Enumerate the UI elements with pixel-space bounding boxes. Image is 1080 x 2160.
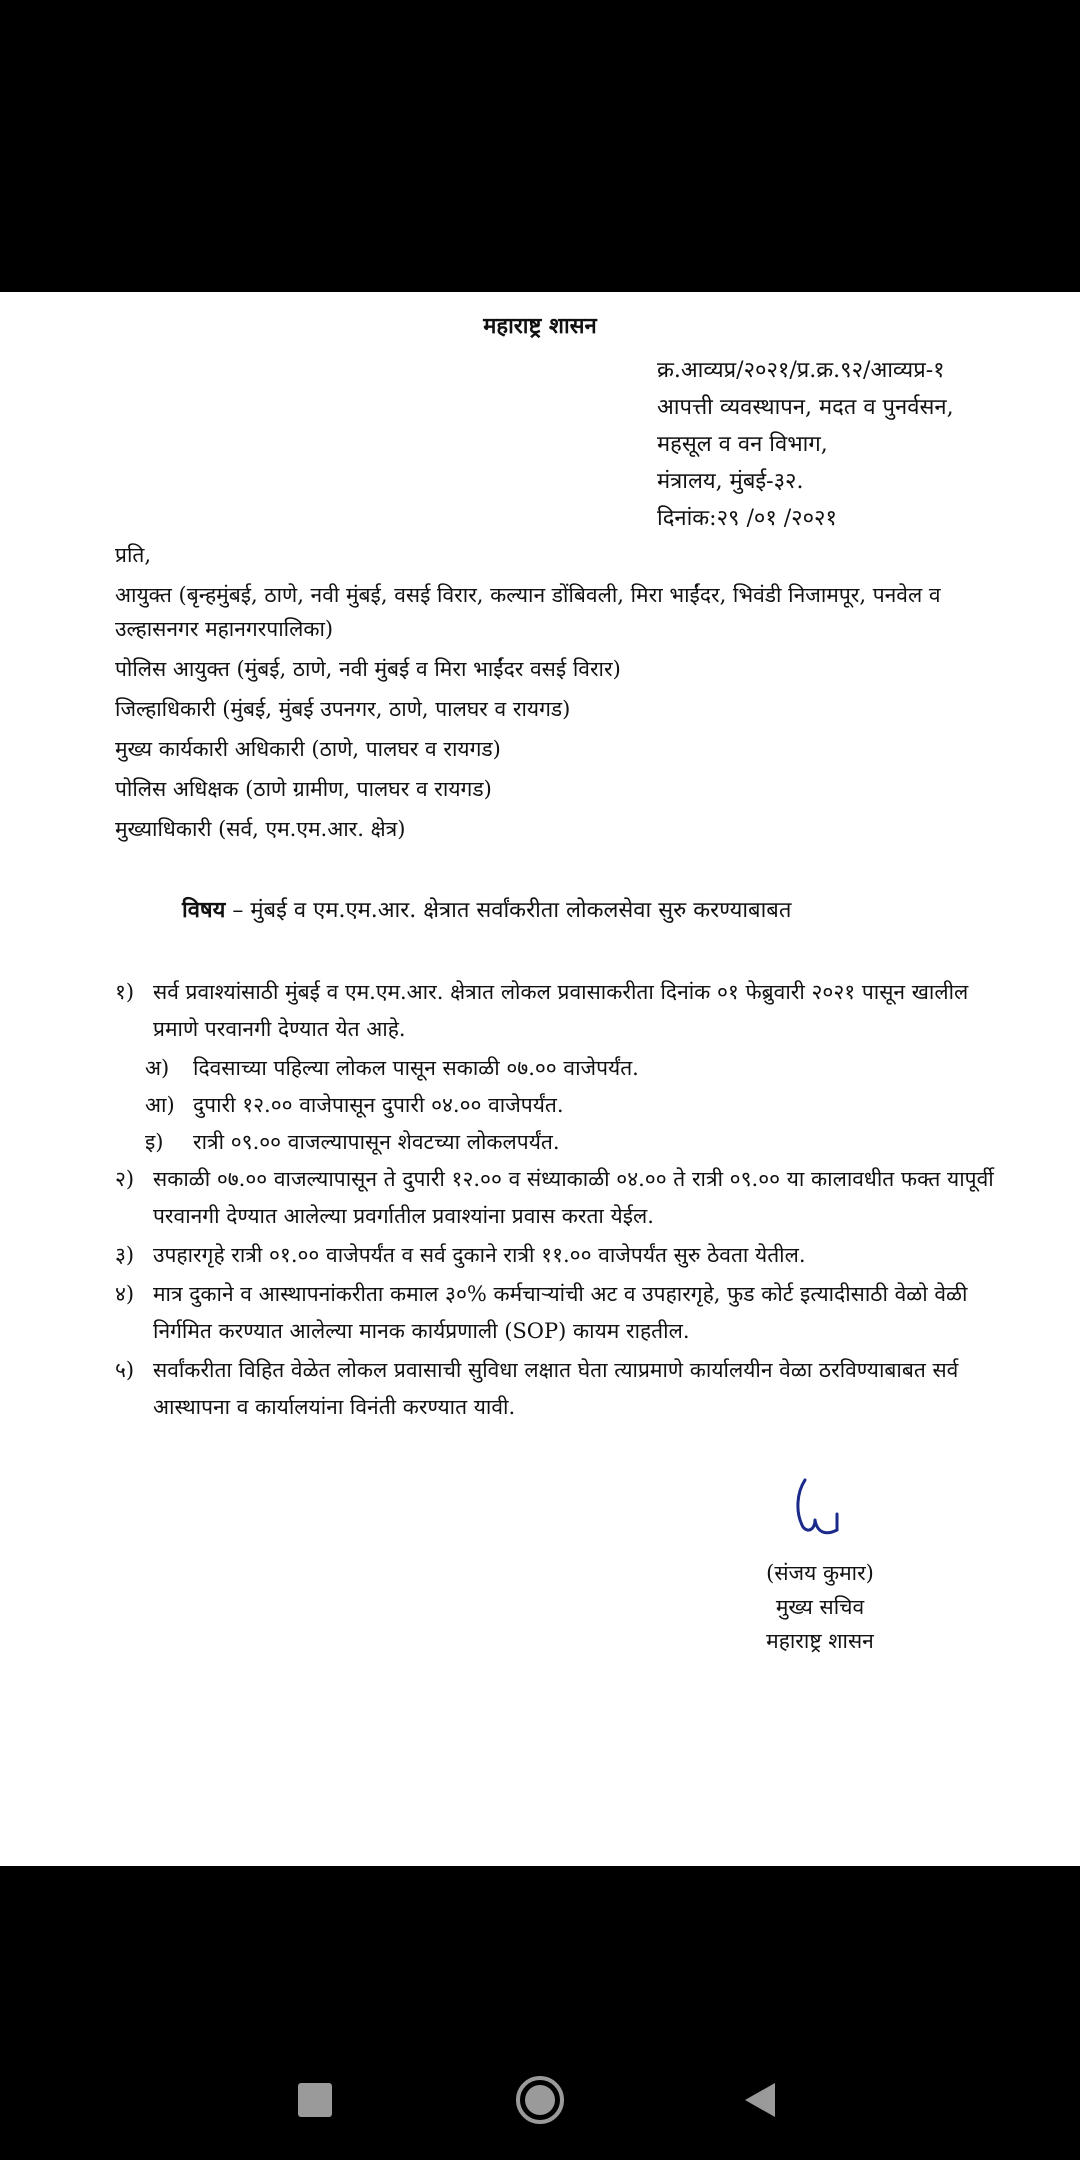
recipient-item: पोलिस आयुक्त (मुंबई, ठाणे, नवी मुंबई व मिरा भाईंदर वसई विरार) [115,657,621,681]
point-text: सर्व प्रवाश्यांसाठी मुंबई व एम.एम.आर. क्षेत्रात लोकल प्रवासाकरीता दिनांक ०१ फेब्रुवारी २०२१ पासून खालील प्रमाणे परवानगी देण्यात येत आहे. [153,980,969,1041]
subject-line [182,894,791,924]
list-item [115,1276,1020,1350]
recipient-item: मुख्य कार्यकारी अधिकारी (ठाणे, पालघर व रायगड) [115,737,501,761]
sub-list-item [115,1087,1020,1124]
subpoint-number: आ) [145,1093,175,1117]
point-number: ३) [115,1243,135,1267]
to-label: प्रति, [115,543,152,567]
ministry-address: मंत्रालय, मुंबई-३२. [657,469,804,494]
point-number: ४) [115,1282,135,1306]
point-number: १) [115,980,135,1004]
signatory-org: महाराष्ट्र शासन [766,1629,874,1653]
square-icon [290,2075,340,2125]
signatory-title: मुख्य सचिव [775,1595,865,1619]
list-item [115,1352,1020,1426]
recents-button[interactable] [255,2040,375,2160]
department-line-2: महसूल व वन विभाग, [657,432,828,457]
point-text: उपहारगृहे रात्री ०१.०० वाजेपर्यंत व सर्व दुकाने रात्री ११.०० वाजेपर्यंत सुरु ठेवता येतील. [153,1243,806,1267]
recipient-item: पोलिस अधिक्षक (ठाणे ग्रामीण, पालघर व रायगड) [115,777,492,801]
sub-list-item [115,1124,1020,1161]
point-number: ५) [115,1358,135,1382]
points-list [115,974,1020,1428]
subject-text: – मुंबई व एम.एम.आर. क्षेत्रात सर्वांकरीता लोकलसेवा सुरु करण्याबाबत [225,898,792,923]
subpoint-number: इ) [145,1130,164,1154]
point-text: सर्वांकरीता विहित वेळेत लोकल प्रवासाची सुविधा लक्षात घेता त्याप्रमाणे कार्यालयीन वेळा ठरविण्याबाबत सर्व आस्थापना व कार्यालयांना विनंती करण्यात यावी. [153,1358,959,1419]
document-date: दिनांक:२९ /०१ /२०२१ [657,506,837,531]
subpoint-text: दिवसाच्या पहिल्या लोकल पासून सकाळी ०७.०० वाजेपर्यंत. [193,1056,639,1080]
subject-label: विषय [182,897,226,923]
system-navigation-bar [0,2040,1080,2160]
home-button[interactable] [480,2040,600,2160]
subpoint-number: अ) [145,1056,170,1080]
sub-list-item [115,1050,1020,1087]
recipient-item: मुख्याधिकारी (सर्व, एम.एम.आर. क्षेत्र) [115,817,406,841]
handwritten-signature [775,1472,865,1552]
signature-block [720,1472,920,1658]
back-button[interactable] [700,2040,820,2160]
recipient-item: जिल्हाधिकारी (मुंबई, मुंबई उपनगर, ठाणे, पालघर व रायगड) [115,697,571,721]
list-item [115,1161,1020,1235]
recipient-item: आयुक्त (बृन्हमुंबई, ठाणे, नवी मुंबई, वसई विरार, कल्यान डोंबिवली, मिरा भाईंदर, भिवंडी निजामपूर, पनवेल व उल्हासनगर महानगरपालिका) [115,583,941,641]
list-item [115,1237,1020,1274]
department-line-1: आपत्ती व्यवस्थापन, मदत व पुनर्वसन, [657,395,954,420]
address-block [657,352,954,537]
reference-number: क्र.आव्यप्र/२०२१/प्र.क्र.९२/आव्यप्र-१ [657,358,945,383]
signatory-name: (संजय कुमार) [766,1561,874,1585]
document-page [0,292,1080,1866]
point-text: मात्र दुकाने व आस्थापनांकरीता कमाल ३०% कर्मचाऱ्यांची अट व उपहारगृहे, फुड कोर्ट इत्यादीसाठी वेळो वेळी निर्गमित करण्यात आलेल्या मानक कार्यप्रणाली (SOP) कायम राहतील. [153,1282,968,1343]
point-number: २) [115,1167,135,1191]
point-text: सकाळी ०७.०० वाजल्यापासून ते दुपारी १२.०० व संध्याकाळी ०४.०० ते रात्री ०९.०० या कालावधीत फक्त यापूर्वी परवानगी देण्यात आलेल्या प्रवर्गातील प्रवाश्यांना प्रवास करता येईल. [153,1167,994,1228]
triangle-back-icon [735,2075,785,2125]
circle-home-icon [515,2075,565,2125]
list-item [115,974,1020,1048]
recipients-block [115,538,1030,852]
document-header-title: महाराष्ट्र शासन [483,313,597,339]
subpoint-text: रात्री ०९.०० वाजल्यापासून शेवटच्या लोकलपर्यंत. [193,1130,560,1154]
subpoint-text: दुपारी १२.०० वाजेपासून दुपारी ०४.०० वाजेपर्यंत. [193,1093,564,1117]
